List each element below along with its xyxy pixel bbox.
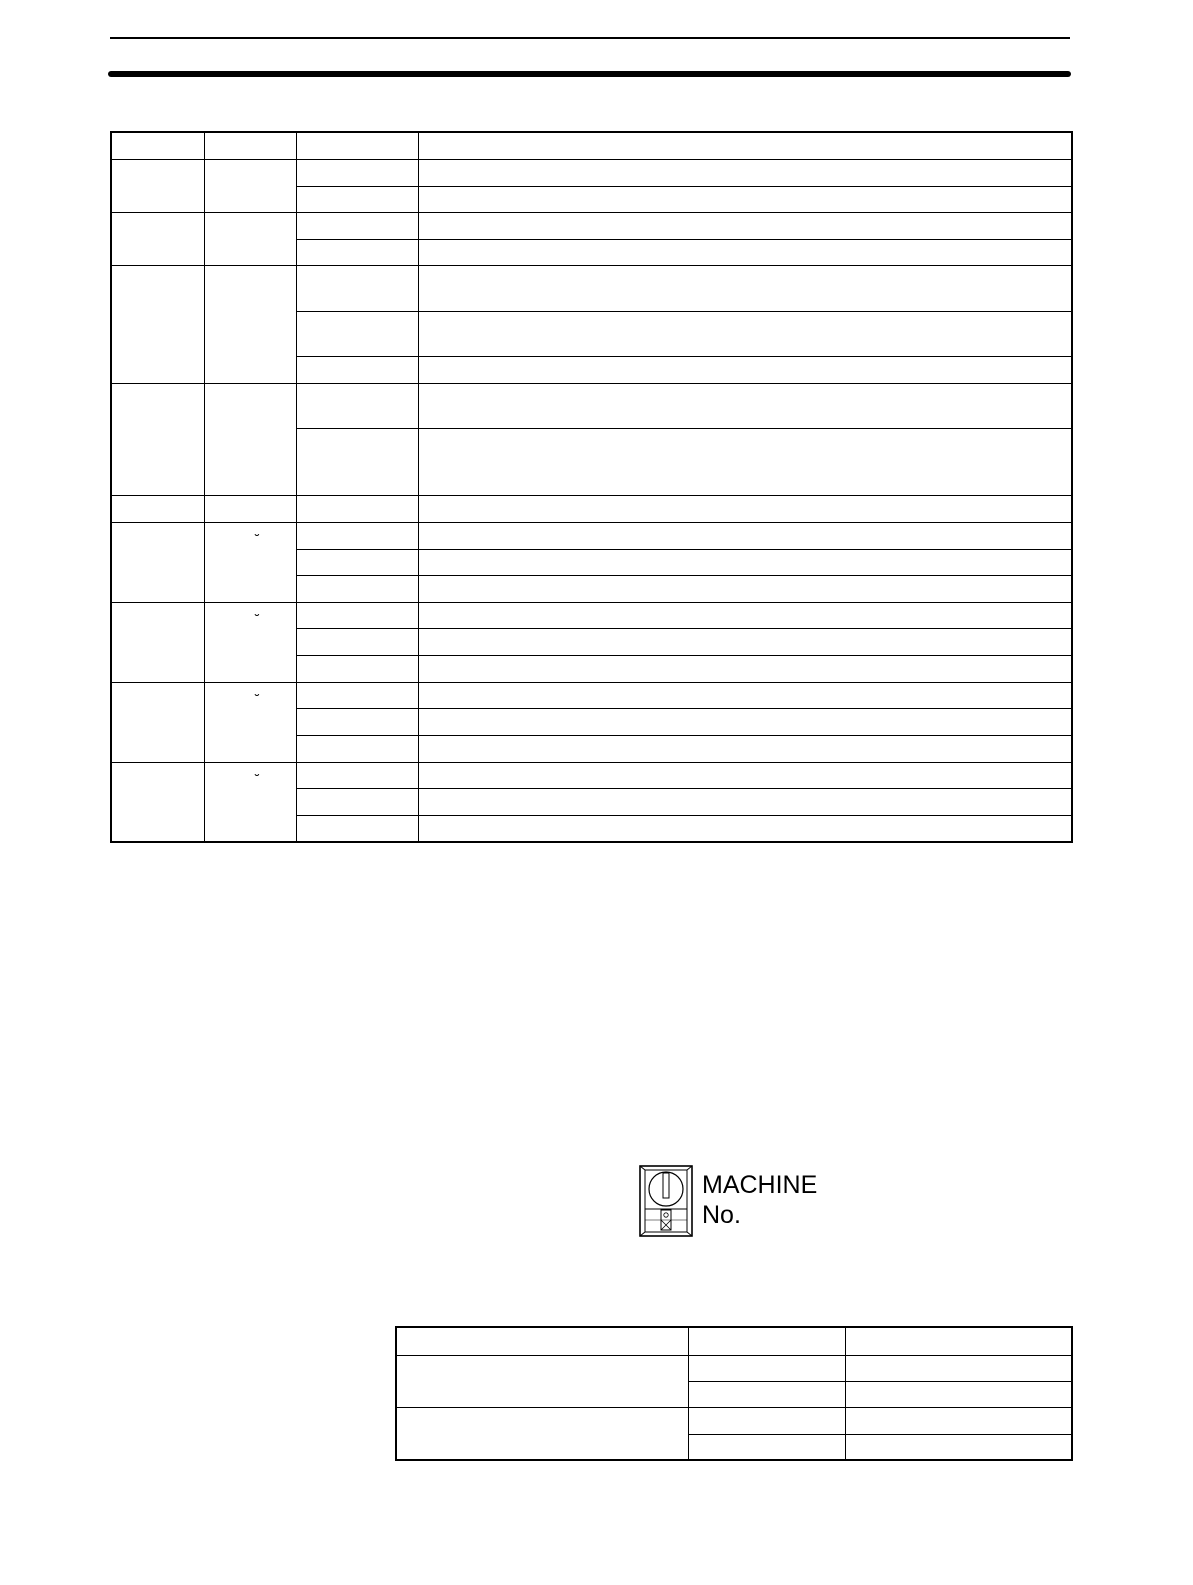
table-row [111, 212, 1072, 239]
table-header-row [111, 132, 1072, 159]
header-rule-thin [110, 37, 1070, 39]
machine-number-label [702, 1170, 817, 1230]
machine-label-line2: No. [702, 1201, 741, 1229]
table-row [111, 495, 1072, 522]
header-rule-thick [108, 71, 1071, 77]
table-row [111, 383, 1072, 428]
table-row [111, 602, 1072, 628]
table-row [396, 1355, 1072, 1381]
group-marker [204, 212, 296, 265]
group-marker [204, 495, 296, 522]
table-row [111, 762, 1072, 788]
faint-cell [396, 1355, 688, 1407]
table-row [111, 682, 1072, 708]
group-marker: ˘ [204, 602, 296, 682]
table-row [111, 159, 1072, 186]
rotary-switch-icon [639, 1165, 693, 1237]
group-marker: ˘ [204, 682, 296, 762]
group-marker [204, 383, 296, 495]
specification-table [110, 131, 1073, 843]
group-marker [204, 265, 296, 383]
model-table [395, 1326, 1073, 1461]
table-row [396, 1407, 1072, 1434]
group-marker: ˘ [204, 522, 296, 602]
machine-label-line1: MACHINE [702, 1171, 818, 1199]
table-row [111, 522, 1072, 549]
group-marker: ˘ [204, 762, 296, 842]
table-header-row [396, 1327, 1072, 1355]
table-row [111, 265, 1072, 311]
group-marker [204, 159, 296, 212]
